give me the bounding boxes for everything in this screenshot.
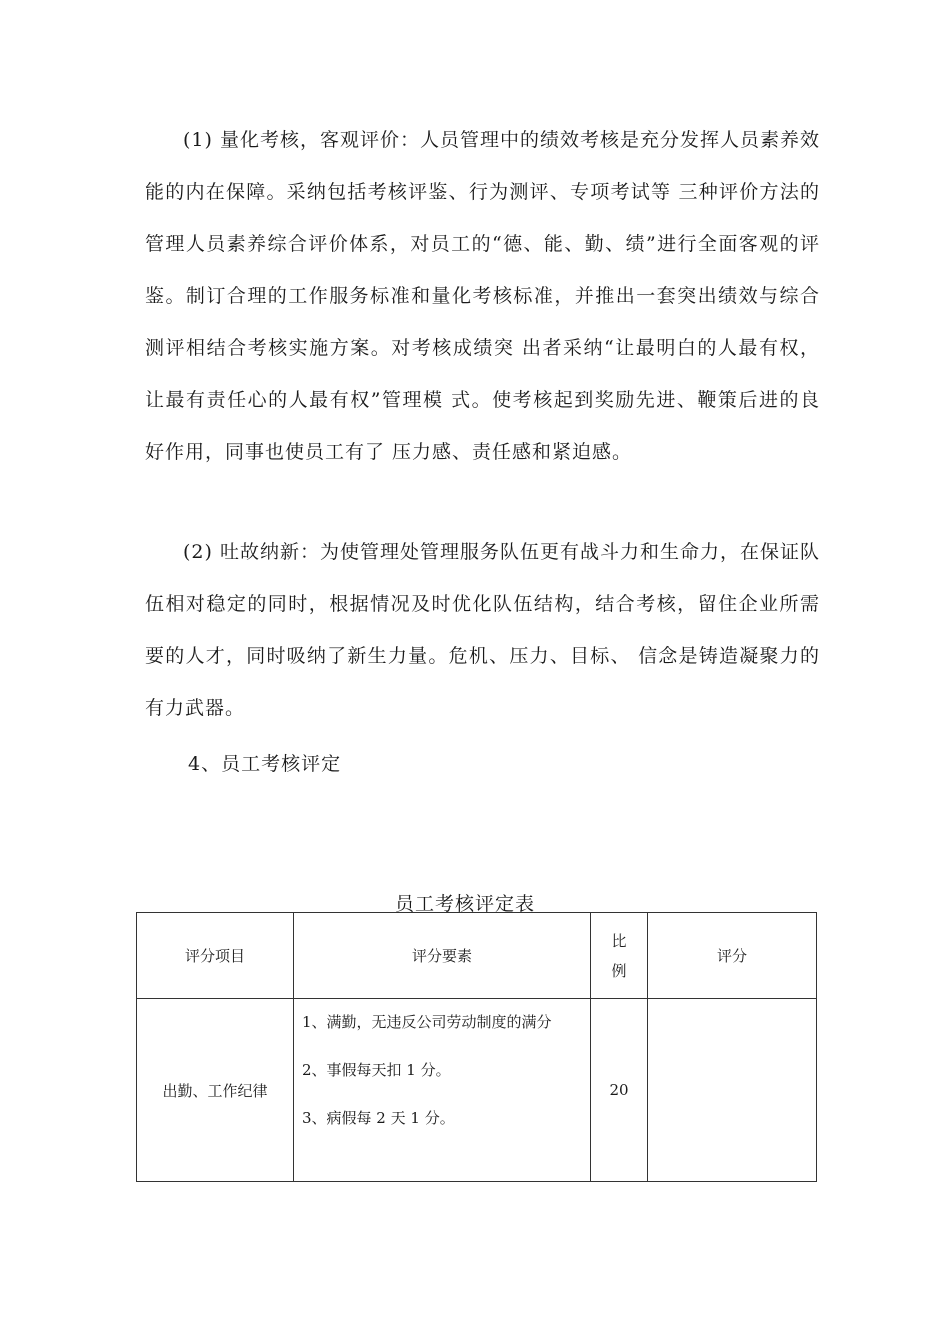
paragraph-quantitative-assessment: [145, 114, 820, 478]
cell-item: 出勤、工作纪律: [137, 999, 294, 1182]
header-elements: 评分要素: [294, 913, 591, 999]
element-line: 3、病假每 2 天 1 分。: [302, 1109, 455, 1127]
table-header-row: [137, 913, 817, 999]
cell-ratio: 20: [591, 999, 648, 1182]
cell-score: [648, 999, 817, 1182]
table-row: [137, 999, 817, 1182]
table-title: 员工考核评定表: [395, 893, 536, 915]
element-line: 1、满勤，无违反公司劳动制度的满分: [302, 1013, 552, 1031]
section-heading: 4、员工考核评定: [188, 753, 342, 775]
paragraph-renewal: [145, 526, 820, 734]
paragraph-text: (2) 吐故纳新：为使管理处管理服务队伍更有战斗力和生命力，在保证队伍相对稳定的同时，根据情况及时优化队伍结构，结合考核，留住企业所需要的人才，同时吸纳了新生力量。危机、压力、目标、 信念是铸造凝聚力的有力武器。: [145, 541, 820, 719]
header-ratio-line2: 例: [611, 961, 627, 980]
element-line: 2、事假每天扣 1 分。: [302, 1061, 451, 1079]
assessment-table: [136, 912, 817, 1182]
paragraph-text: (1) 量化考核，客观评价：人员管理中的绩效考核是充分发挥人员素养效能的内在保障。采纳包括考核评鉴、行为测评、专项考试等 三种评价方法的管理人员素养综合评价体系，对员工的“德、能、勤、绩”进行全面客观的评鉴。制订合理的工作服务标准和量化考核标准，并推出一套突出绩效与综合测评相结合考核实施方案。对考核成绩突 出者采纳“让最明白的人最有权，让最有责任心的人最有权”管理模 式。使考核起到奖励先进、鞭策后进的良好作用，同事也使员工有了 压力感、责任感和紧迫感。: [145, 129, 820, 463]
header-ratio-line1: 比: [611, 931, 627, 950]
header-item: 评分项目: [137, 913, 294, 999]
header-ratio: [591, 913, 648, 999]
cell-elements: [294, 999, 591, 1182]
header-score: 评分: [648, 913, 817, 999]
